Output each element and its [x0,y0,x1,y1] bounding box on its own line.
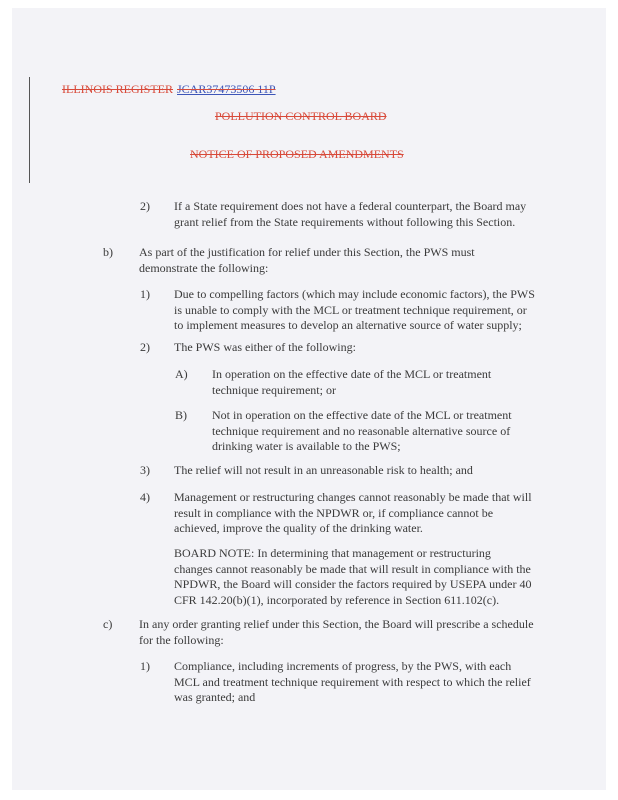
paragraph-line-c: In any order granting relief under this Section, the Board will prescribe a schedule [139,617,534,631]
paragraph-line-b2a: technique requirement; or [212,382,336,397]
paragraph-line-b: As part of the justification for relief under this Section, the PWS must [139,245,475,259]
paragraph-line-c: for the following: [139,632,224,647]
paragraph-line-b4: Management or restructuring changes cannot reasonably be made that will [174,490,532,504]
paragraph-marker-b: b) [103,245,113,259]
paragraph-line-b2b: drinking water is available to the PWS; [212,439,401,453]
paragraph-line-note: NPDWR, the Board will consider the factors required by USEPA under 40 [174,577,532,591]
jcar-code: JCAR37473506 11P [177,82,276,96]
header-notice: NOTICE OF PROPOSED AMENDMENTS [190,147,404,161]
paragraph-marker-b2: 2) [140,340,150,354]
paragraph-line-a2: grant relief from the State requirements without following this Section. [174,214,516,229]
paragraph-line-b4: result in compliance with the NPDWR or, if compliance cannot be [174,505,494,520]
register-title: ILLINOIS REGISTER [62,82,173,96]
paragraph-line-b: demonstrate the following: [139,260,269,275]
paragraph-marker-a2: 2) [140,199,150,213]
paragraph-line-note: changes cannot reasonably be made that will result in compliance with the [174,561,531,576]
paragraph-line-note: CFR 142.20(b)(1), incorporated by reference in Section 611.102(c). [174,592,500,607]
paragraph-line-c1: was granted; and [174,690,256,704]
paragraph-line-b1: is unable to comply with the MCL or treatment technique requirement, or [174,302,527,317]
paragraph-marker-c1: 1) [140,659,150,673]
paragraph-marker-b1: 1) [140,287,150,301]
paragraph-marker-b2b: B) [175,408,187,422]
paragraph-line-b1: Due to compelling factors (which may include economic factors), the PWS [174,287,535,301]
paragraph-line-b1: to implement measures to develop an alternative source of water supply; [174,318,522,332]
paragraph-marker-b2a: A) [175,367,188,381]
paragraph-marker-b4: 4) [140,490,150,504]
header-register [62,82,276,97]
paragraph-line-b2a: In operation on the effective date of the MCL or treatment [212,367,492,381]
paragraph-line-b2: The PWS was either of the following: [174,340,356,354]
paragraph-line-note: BOARD NOTE: In determining that management or restructuring [174,546,491,560]
revision-bar [29,77,30,183]
paragraph-line-b4: achieved, improve the quality of the drinking water. [174,521,423,535]
paragraph-line-b2b: technique requirement and no reasonable alternative source of [212,423,511,438]
paragraph-marker-b3: 3) [140,463,150,477]
paragraph-line-c1: MCL and treatment technique requirement with respect to which the relief [174,674,531,689]
paragraph-marker-c: c) [103,617,113,631]
header-board: POLLUTION CONTROL BOARD [215,109,387,123]
paragraph-line-a2: If a State requirement does not have a federal counterpart, the Board may [174,199,527,213]
paragraph-line-b2b: Not in operation on the effective date of the MCL or treatment [212,408,512,422]
paragraph-line-b3: The relief will not result in an unreasonable risk to health; and [174,463,473,477]
paragraph-line-c1: Compliance, including increments of progress, by the PWS, with each [174,659,512,673]
